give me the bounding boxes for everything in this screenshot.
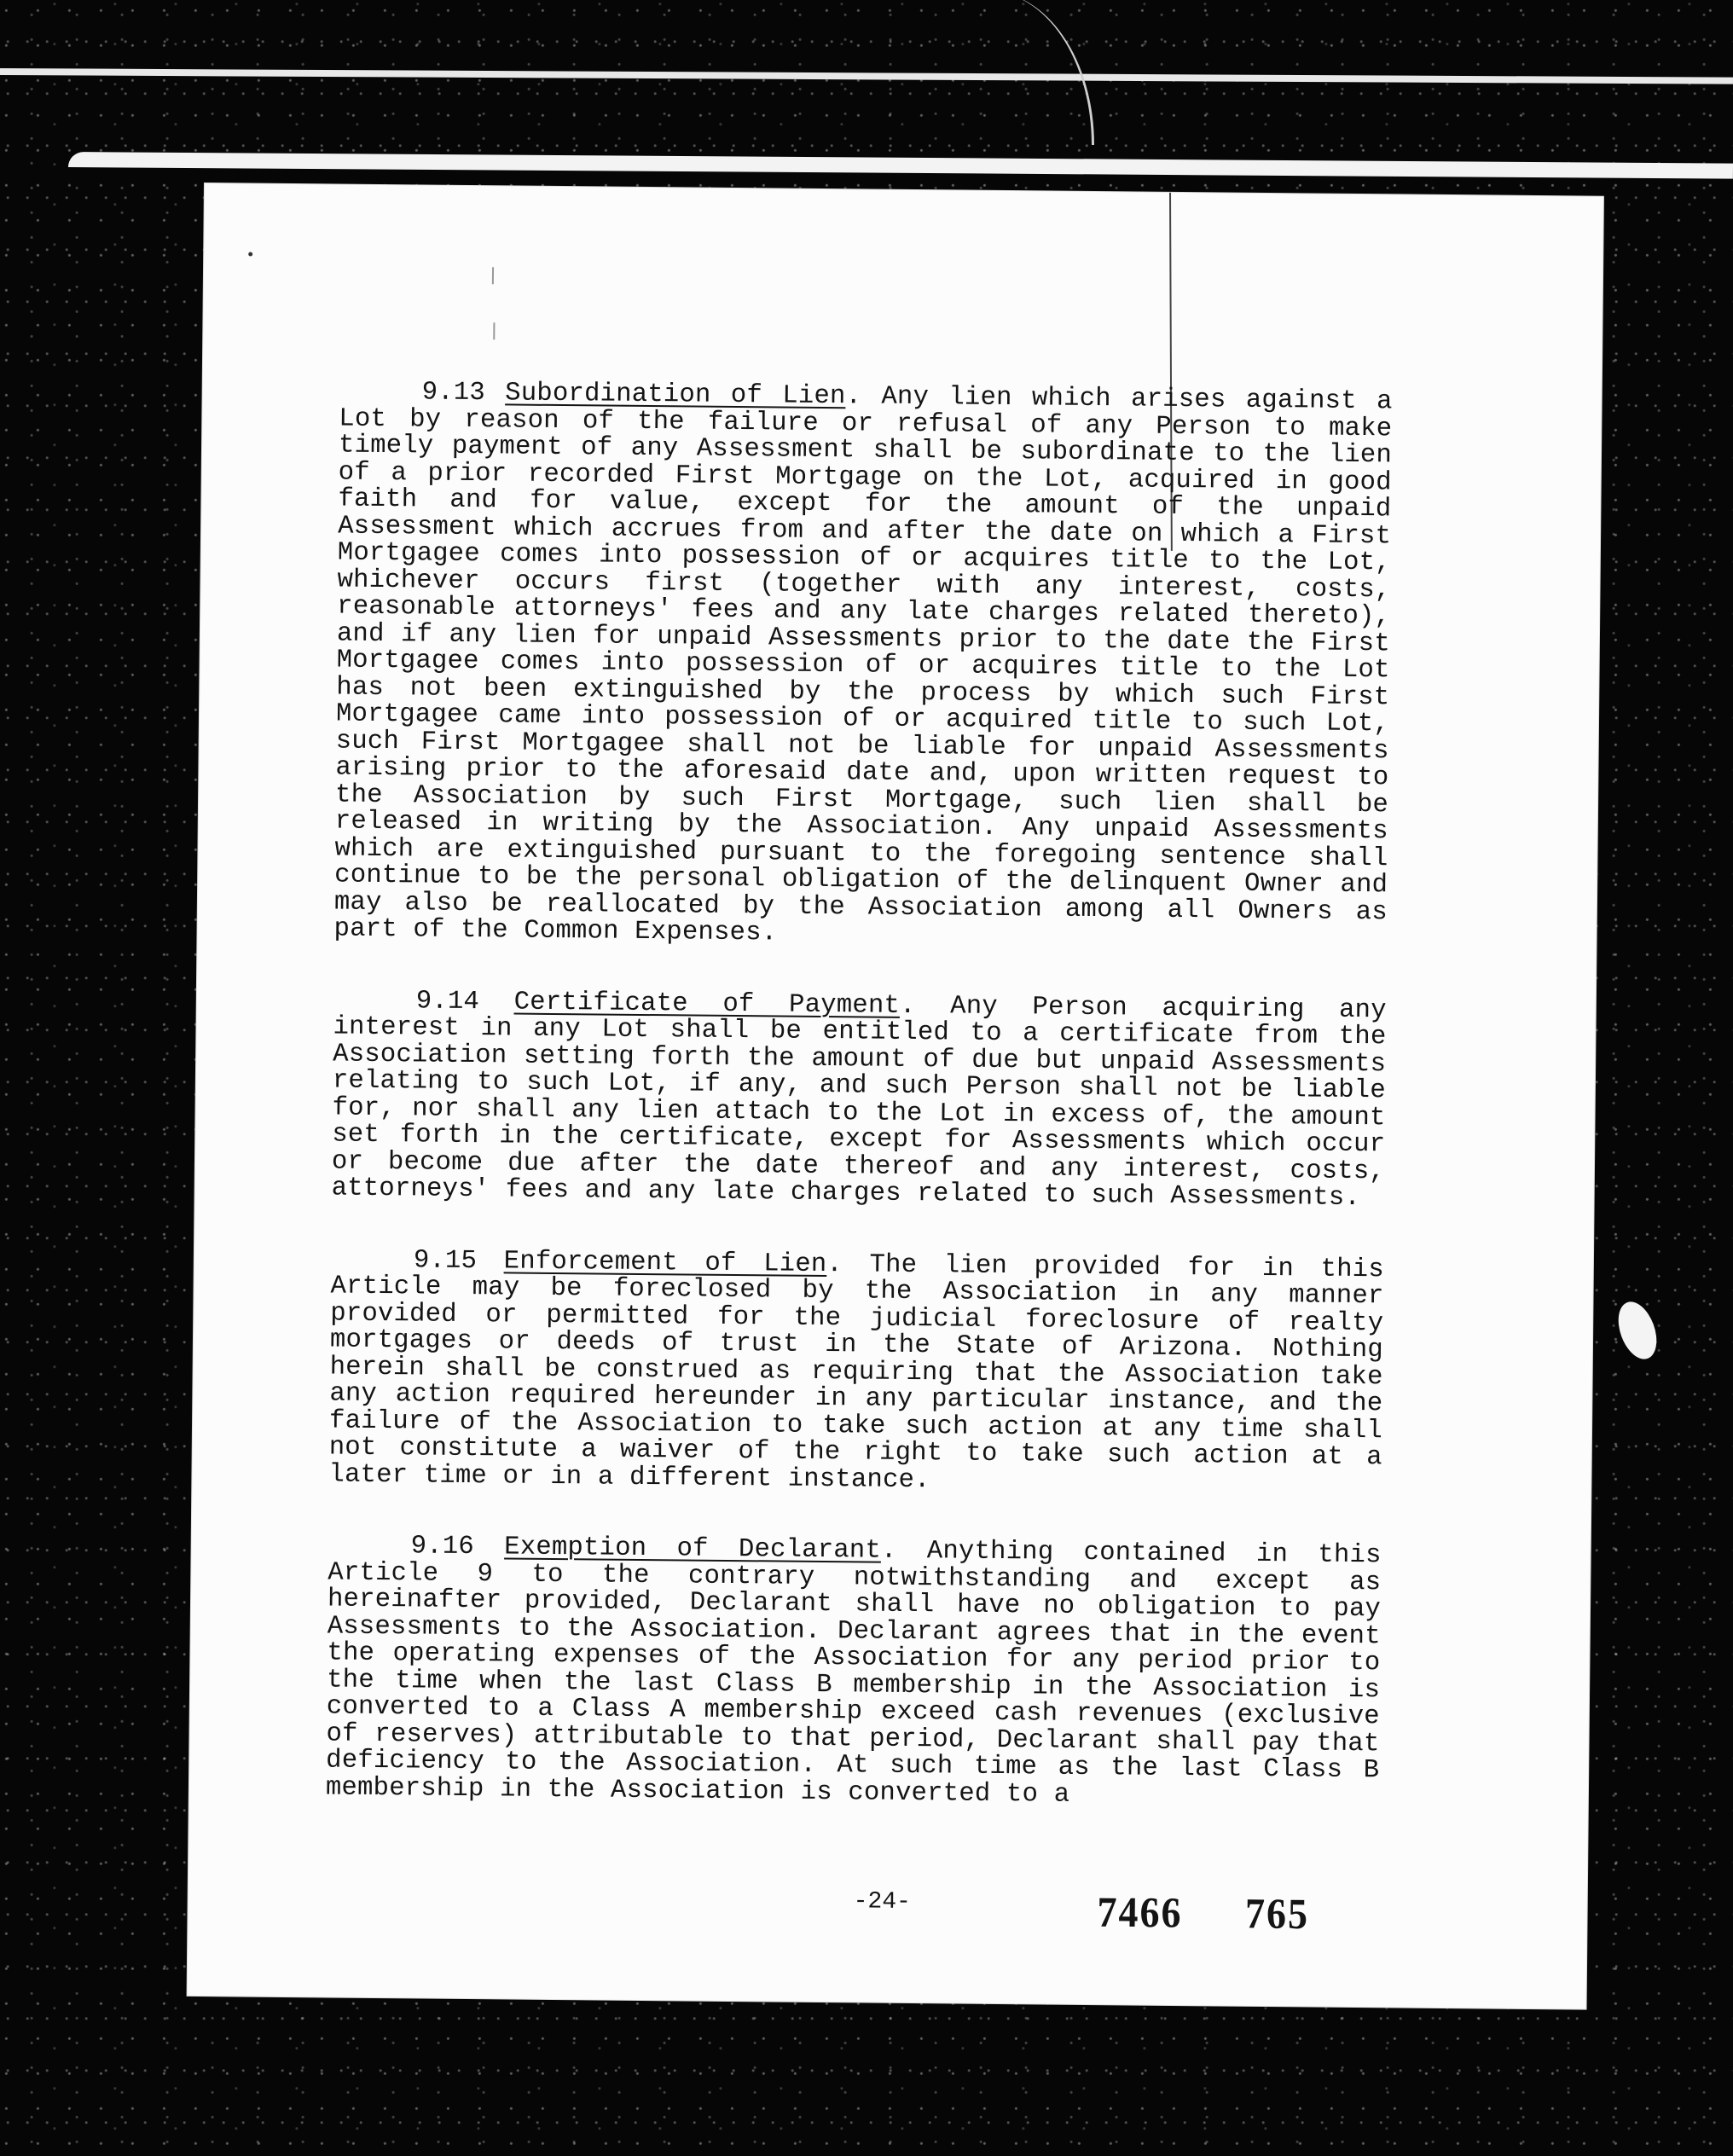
- section-9-14: [332, 988, 1387, 1213]
- section-9-15: [328, 1247, 1384, 1498]
- section-heading: Subordination of Lien: [505, 379, 846, 412]
- document-body: [326, 380, 1393, 1812]
- section-number: 9.13: [421, 378, 486, 409]
- margin-mark: [493, 322, 495, 339]
- section-body: . The lien provided for in this Article may be foreclosed by the Association in any manner provided or permitted for the judicial foreclosure of realty mortgages or deeds of trust in the State of Arizona. Nothing herein shall be construed as requiring that the Association take any action required hereunder in any particular instance, and the failure of the Association to take such action at any time shall not constitute a waiver of the right to take such action at a later time or in a different instance.: [328, 1249, 1384, 1495]
- section-number: 9.14: [415, 986, 480, 1017]
- section-heading: Exemption of Declarant: [504, 1533, 882, 1566]
- section-9-16: [326, 1533, 1382, 1811]
- section-heading: Enforcement of Lien: [503, 1246, 827, 1279]
- margin-mark: [248, 252, 252, 256]
- section-body: . Any Person acquiring any interest in any Lot shall be entitled to a certificate from the Association setting forth the amount of due but unpaid Assessments relating to such Lot, if any, and such Person shall not be liable for, nor shall any lien attach to the Lot in excess of, the amount set forth in the certificate, except for Assessments which occur or become due after the date thereof and any interest, costs, attorneys' fees and any late charges related to such Assessments.: [331, 991, 1387, 1214]
- section-9-13: [333, 380, 1392, 953]
- section-number: 9.16: [410, 1532, 475, 1562]
- document-page: [188, 183, 1603, 2009]
- section-number: 9.15: [413, 1245, 478, 1276]
- margin-mark: [492, 267, 494, 284]
- section-heading: Certificate of Payment: [513, 988, 901, 1021]
- recording-stamp: 7466 765: [1097, 1887, 1310, 1939]
- page-number: -24-: [853, 1888, 912, 1916]
- section-body: . Anything contained in this Article 9 to the contrary notwithstanding and except as hereinafter provided, Declarant shall have no obligation to pay Assessments to the Association. Declarant agrees that in the event the operating expenses of the Association for any period prior to the time when the last Class B membership in the Association is converted to a Class A membership exceed cash revenues (exclusive of reserves) attributable to that period, Declarant shall pay that deficiency to the Association. At such time as the last Class B membership in the Association is converted to a: [325, 1536, 1382, 1810]
- section-body: . Any lien which arises against a Lot by reason of the failure or refusal of any Person to make timely payment of any Assessment shall be subordinate to the lien of a prior recorded First Mortgage on the Lot, acquired in good faith and for value, except for the amount of the unpaid Assessment which accrues from and after the date on which a First Mortgagee comes into possession of or acquires title to the Lot, whichever occurs first (together with any interest, costs, reasonable attorneys' fees and any late charges related thereto), and if any lien for unpaid Assessments prior to the date the First Mortgagee comes into possession of or acquires title to the Lot has not been extinguished by the process by which such First Mortgagee came into possession of or acquired title to such Lot, such First Mortgagee shall not be liable for unpaid Assessments arising prior to the aforesaid date and, upon written request to the Association by such First Mortgage, such lien shall be released in writing by the Association. Any unpaid Assessments which are extinguished pursuant to the foregoing sentence shall continue to be the personal obligation of the delinquent Owner and may also be reallocated by the Association among all Owners as part of the Common Expenses.: [333, 382, 1393, 948]
